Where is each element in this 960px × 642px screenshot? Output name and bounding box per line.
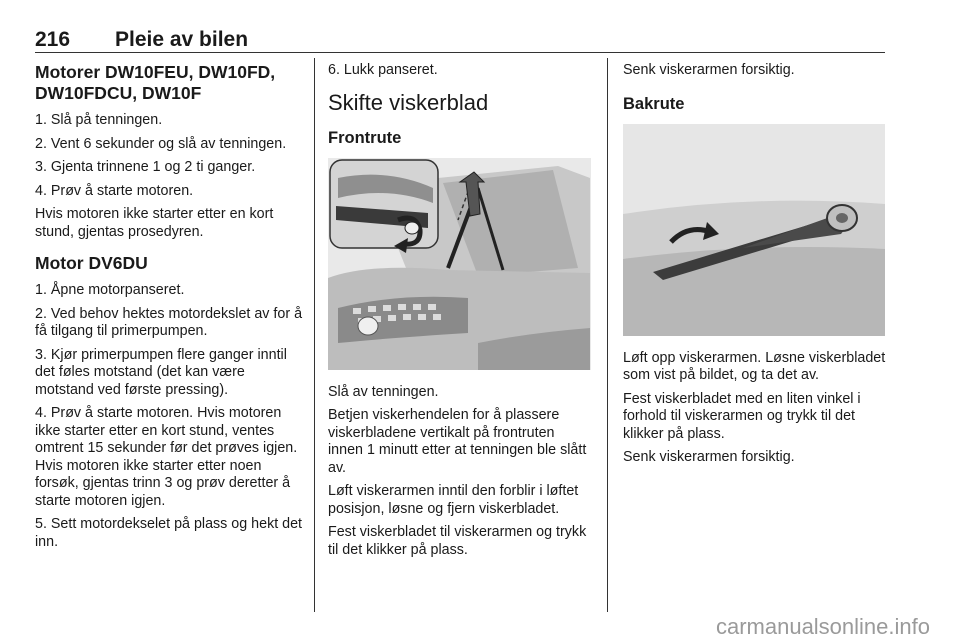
- page-title: Pleie av bilen: [115, 28, 249, 51]
- page-header: [35, 28, 885, 54]
- watermark: carmanualsonline.info: [715, 614, 930, 639]
- section-heading: Motor DV6DU: [35, 253, 148, 273]
- column-divider: [314, 58, 315, 612]
- front-wiper-illustration: [328, 158, 591, 370]
- header-divider: [35, 52, 885, 53]
- subsection-heading: Bakrute: [623, 94, 685, 113]
- step-text: 2. Vent 6 sekunder og slå av tenningen.: [35, 135, 287, 152]
- rear-wiper-illustration: [623, 124, 885, 336]
- step-text: 3. Gjenta trinnene 1 og 2 ti ganger.: [35, 159, 256, 175]
- step-text: Løft opp viskerarmen. Løsne viskerbladet som vist på bildet, og ta det av.: [623, 349, 886, 383]
- body-text: Hvis motoren ikke starter etter en kort stund, gjentas prosedyren.: [35, 206, 274, 240]
- step-text: Betjen viskerhendelen for å plassere viskerbladene vertikalt på frontruten innen 1 minutt etter at tenningen ble slått av.: [328, 407, 587, 476]
- step-text: 3. Kjør primerpumpen flere ganger inntil det føles motstand (det kan være motstand ved første pressing).: [35, 346, 287, 398]
- step-text: 4. Prøv å starte motoren. Hvis motoren ikke starter etter en kort stund, ventes omtrent 15 sekunder før det prøves igjen. Hvis motoren ikke starter etter noen forsøk, gjentas trinn 3 og prøv deretter å starte motoren igjen.: [35, 405, 298, 509]
- step-text: 5. Sett motordekselet på plass og hekt det inn.: [35, 516, 303, 550]
- section-heading: Motorer DW10FEU, DW10FD, DW10FDCU, DW10F: [35, 62, 276, 103]
- column-left: [35, 62, 303, 557]
- column-right: [623, 62, 888, 473]
- step-text: Senk viskerarmen forsiktig.: [623, 62, 795, 78]
- column-divider: [607, 58, 608, 612]
- step-text: 1. Slå på tenningen.: [35, 112, 163, 128]
- step-text: 4. Prøv å starte motoren.: [35, 182, 194, 199]
- step-text: 6. Lukk panseret.: [328, 62, 438, 78]
- page-number: 216: [35, 28, 71, 51]
- step-text: Fest viskerbladet med en liten vinkel i forhold til viskerarmen og trykk til det klikker på plass.: [623, 390, 861, 442]
- step-text: Løft viskerarmen inntil den forblir i løftet posisjon, løsne og fjern viskerbladet.: [328, 483, 579, 517]
- column-middle: [328, 62, 593, 565]
- step-text: Senk viskerarmen forsiktig.: [623, 449, 795, 465]
- step-text: Fest viskerbladet til viskerarmen og trykk til det klikker på plass.: [328, 524, 587, 558]
- step-text: 1. Åpne motorpanseret.: [35, 282, 185, 298]
- subsection-heading: Frontrute: [328, 128, 402, 147]
- chapter-heading: Skifte viskerblad: [328, 89, 489, 115]
- step-text: 2. Ved behov hektes motordekslet av for å få tilgang til primerpumpen.: [35, 305, 303, 339]
- step-text: Slå av tenningen.: [328, 383, 439, 400]
